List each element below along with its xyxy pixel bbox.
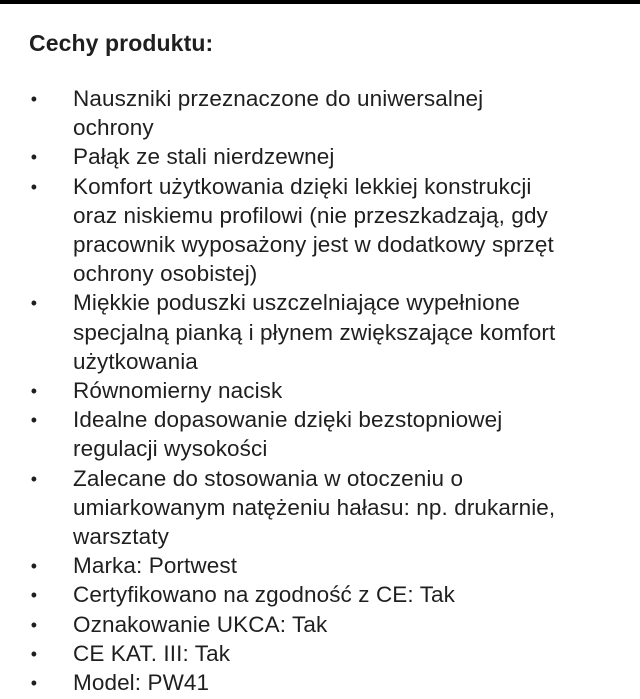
feature-text-line: ochrony [73, 115, 154, 141]
feature-text-line: Miękkie poduszki uszczelniające wypełnione [73, 290, 520, 316]
feature-text-line: pracownik wyposażony jest w dodatkowy sprzęt [73, 232, 554, 258]
feature-text-line: ochrony osobistej) [73, 261, 258, 287]
bullet-icon: • [30, 381, 38, 402]
bullet-icon: • [30, 614, 38, 635]
feature-text-line: Równomierny nacisk [73, 378, 283, 404]
feature-text-line: Idealne dopasowanie dzięki bezstopniowej [73, 407, 503, 433]
bullet-icon: • [30, 293, 38, 314]
bullet-icon: • [30, 643, 38, 664]
feature-text-line: Pałąk ze stali nierdzewnej [73, 144, 335, 170]
feature-text-line: specjalną pianką i płynem zwiększające komfort [73, 319, 556, 345]
feature-item [0, 376, 620, 405]
bullet-icon: • [30, 410, 38, 431]
feature-item [0, 84, 620, 142]
bullet-icon: • [30, 468, 38, 489]
bullet-icon: • [30, 147, 38, 168]
bullet-icon: • [30, 556, 38, 577]
product-description-panel [0, 4, 640, 699]
feature-text-line: Model: PW41 [73, 670, 210, 696]
feature-item [0, 639, 620, 668]
feature-text-line: umiarkowanym natężeniu hałasu: np. drukarnie, [73, 494, 556, 520]
feature-text-line: warsztaty [73, 524, 169, 550]
feature-item [0, 580, 620, 609]
feature-item [0, 610, 620, 639]
feature-text-line: oraz niskiemu profilowi (nie przeszkadzają, gdy [73, 202, 548, 228]
feature-item [0, 288, 620, 376]
feature-item [0, 142, 620, 171]
feature-item [0, 668, 620, 697]
feature-text-line: Zalecane do stosowania w otoczeniu o [73, 465, 464, 491]
feature-item [0, 551, 620, 580]
feature-text-line: Nauszniki przeznaczone do uniwersalnej [73, 86, 484, 111]
section-heading: Cechy produktu: [29, 30, 214, 56]
feature-item [0, 172, 620, 289]
feature-text-line: regulacji wysokości [73, 436, 268, 462]
feature-item [0, 405, 620, 463]
bullet-icon: • [30, 176, 38, 197]
feature-text-line: Oznakowanie UKCA: Tak [73, 611, 328, 637]
feature-item [0, 464, 620, 552]
bullet-icon: • [30, 89, 38, 109]
feature-text-line: użytkowania [73, 348, 198, 374]
bullet-icon: • [30, 673, 38, 694]
feature-text-line: Marka: Portwest [73, 553, 238, 579]
feature-list [0, 84, 620, 697]
bullet-icon: • [30, 585, 38, 606]
feature-text-line: Komfort użytkowania dzięki lekkiej konstrukcji [73, 173, 532, 199]
feature-text-line: Certyfikowano na zgodność z CE: Tak [73, 582, 456, 608]
feature-text-line: CE KAT. III: Tak [73, 640, 231, 666]
